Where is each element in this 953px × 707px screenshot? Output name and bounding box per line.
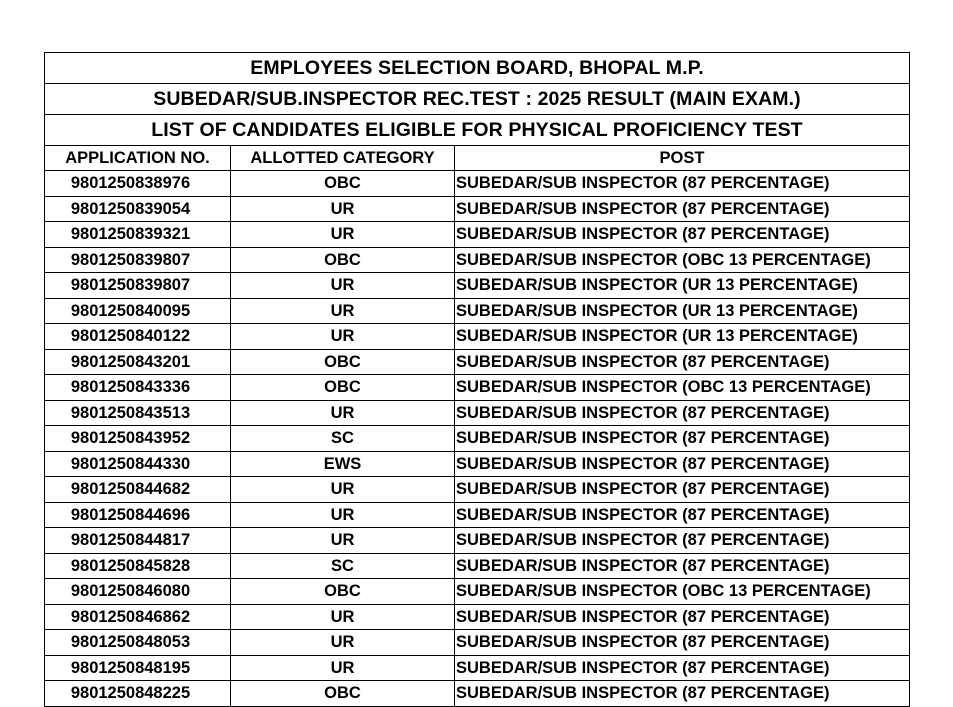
list-title: LIST OF CANDIDATES ELIGIBLE FOR PHYSICAL PROFICIENCY TEST: [45, 115, 910, 146]
application-no-cell: 9801250839321: [45, 222, 231, 248]
post-cell: SUBEDAR/SUB INSPECTOR (UR 13 PERCENTAGE): [455, 298, 910, 324]
table-row: [45, 655, 910, 681]
allotted-category-cell: UR: [231, 502, 455, 528]
application-no-cell: 9801250843952: [45, 426, 231, 452]
table-row: [45, 247, 910, 273]
allotted-category-cell: UR: [231, 222, 455, 248]
post-cell: SUBEDAR/SUB INSPECTOR (UR 13 PERCENTAGE): [455, 324, 910, 350]
table-row: [45, 171, 910, 197]
application-no-cell: 9801250844817: [45, 528, 231, 554]
application-no-cell: 9801250843513: [45, 400, 231, 426]
post-cell: SUBEDAR/SUB INSPECTOR (OBC 13 PERCENTAGE): [455, 247, 910, 273]
allotted-category-cell: UR: [231, 477, 455, 503]
table-row: [45, 375, 910, 401]
application-no-cell: 9801250848195: [45, 655, 231, 681]
application-no-cell: 9801250839807: [45, 273, 231, 299]
table-row: [45, 349, 910, 375]
table-row: [45, 196, 910, 222]
application-no-cell: 9801250846862: [45, 604, 231, 630]
allotted-category-cell: SC: [231, 553, 455, 579]
table-row: [45, 298, 910, 324]
allotted-category-cell: UR: [231, 298, 455, 324]
application-no-cell: 9801250844330: [45, 451, 231, 477]
table-row: [45, 273, 910, 299]
column-header-application-no: APPLICATION NO.: [45, 146, 231, 171]
application-no-cell: 9801250844696: [45, 502, 231, 528]
application-no-cell: 9801250838976: [45, 171, 231, 197]
allotted-category-cell: UR: [231, 324, 455, 350]
allotted-category-cell: OBC: [231, 681, 455, 707]
post-cell: SUBEDAR/SUB INSPECTOR (87 PERCENTAGE): [455, 604, 910, 630]
list-title-row: [45, 115, 910, 146]
column-header-allotted-category: ALLOTTED CATEGORY: [231, 146, 455, 171]
post-cell: SUBEDAR/SUB INSPECTOR (87 PERCENTAGE): [455, 681, 910, 707]
application-no-cell: 9801250845828: [45, 553, 231, 579]
allotted-category-cell: UR: [231, 604, 455, 630]
result-document: [44, 52, 909, 707]
post-cell: SUBEDAR/SUB INSPECTOR (87 PERCENTAGE): [455, 400, 910, 426]
table-row: [45, 681, 910, 707]
post-cell: SUBEDAR/SUB INSPECTOR (87 PERCENTAGE): [455, 196, 910, 222]
table-row: [45, 477, 910, 503]
table-row: [45, 400, 910, 426]
post-cell: SUBEDAR/SUB INSPECTOR (87 PERCENTAGE): [455, 349, 910, 375]
post-cell: SUBEDAR/SUB INSPECTOR (UR 13 PERCENTAGE): [455, 273, 910, 299]
table-row: [45, 426, 910, 452]
allotted-category-cell: UR: [231, 196, 455, 222]
allotted-category-cell: UR: [231, 528, 455, 554]
post-cell: SUBEDAR/SUB INSPECTOR (87 PERCENTAGE): [455, 502, 910, 528]
allotted-category-cell: UR: [231, 400, 455, 426]
allotted-category-cell: OBC: [231, 375, 455, 401]
application-no-cell: 9801250844682: [45, 477, 231, 503]
allotted-category-cell: OBC: [231, 349, 455, 375]
application-no-cell: 9801250843336: [45, 375, 231, 401]
allotted-category-cell: UR: [231, 630, 455, 656]
allotted-category-cell: OBC: [231, 579, 455, 605]
column-header-post: POST: [455, 146, 910, 171]
post-cell: SUBEDAR/SUB INSPECTOR (87 PERCENTAGE): [455, 630, 910, 656]
post-cell: SUBEDAR/SUB INSPECTOR (87 PERCENTAGE): [455, 426, 910, 452]
exam-title: SUBEDAR/SUB.INSPECTOR REC.TEST : 2025 RESULT (MAIN EXAM.): [45, 84, 910, 115]
board-title: EMPLOYEES SELECTION BOARD, BHOPAL M.P.: [45, 53, 910, 84]
table-row: [45, 222, 910, 248]
board-title-row: [45, 53, 910, 84]
table-row: [45, 553, 910, 579]
table-row: [45, 324, 910, 350]
table-header-row: [45, 146, 910, 171]
post-cell: SUBEDAR/SUB INSPECTOR (OBC 13 PERCENTAGE): [455, 579, 910, 605]
application-no-cell: 9801250840095: [45, 298, 231, 324]
post-cell: SUBEDAR/SUB INSPECTOR (OBC 13 PERCENTAGE): [455, 375, 910, 401]
allotted-category-cell: EWS: [231, 451, 455, 477]
post-cell: SUBEDAR/SUB INSPECTOR (87 PERCENTAGE): [455, 171, 910, 197]
candidates-table: [44, 52, 910, 707]
application-no-cell: 9801250839054: [45, 196, 231, 222]
table-row: [45, 451, 910, 477]
application-no-cell: 9801250840122: [45, 324, 231, 350]
allotted-category-cell: UR: [231, 655, 455, 681]
allotted-category-cell: UR: [231, 273, 455, 299]
exam-title-row: [45, 84, 910, 115]
table-row: [45, 579, 910, 605]
application-no-cell: 9801250846080: [45, 579, 231, 605]
table-row: [45, 630, 910, 656]
post-cell: SUBEDAR/SUB INSPECTOR (87 PERCENTAGE): [455, 477, 910, 503]
table-row: [45, 528, 910, 554]
post-cell: SUBEDAR/SUB INSPECTOR (87 PERCENTAGE): [455, 528, 910, 554]
allotted-category-cell: OBC: [231, 247, 455, 273]
table-row: [45, 604, 910, 630]
post-cell: SUBEDAR/SUB INSPECTOR (87 PERCENTAGE): [455, 451, 910, 477]
application-no-cell: 9801250843201: [45, 349, 231, 375]
post-cell: SUBEDAR/SUB INSPECTOR (87 PERCENTAGE): [455, 553, 910, 579]
table-row: [45, 502, 910, 528]
allotted-category-cell: SC: [231, 426, 455, 452]
allotted-category-cell: OBC: [231, 171, 455, 197]
post-cell: SUBEDAR/SUB INSPECTOR (87 PERCENTAGE): [455, 655, 910, 681]
application-no-cell: 9801250848053: [45, 630, 231, 656]
application-no-cell: 9801250848225: [45, 681, 231, 707]
post-cell: SUBEDAR/SUB INSPECTOR (87 PERCENTAGE): [455, 222, 910, 248]
application-no-cell: 9801250839807: [45, 247, 231, 273]
